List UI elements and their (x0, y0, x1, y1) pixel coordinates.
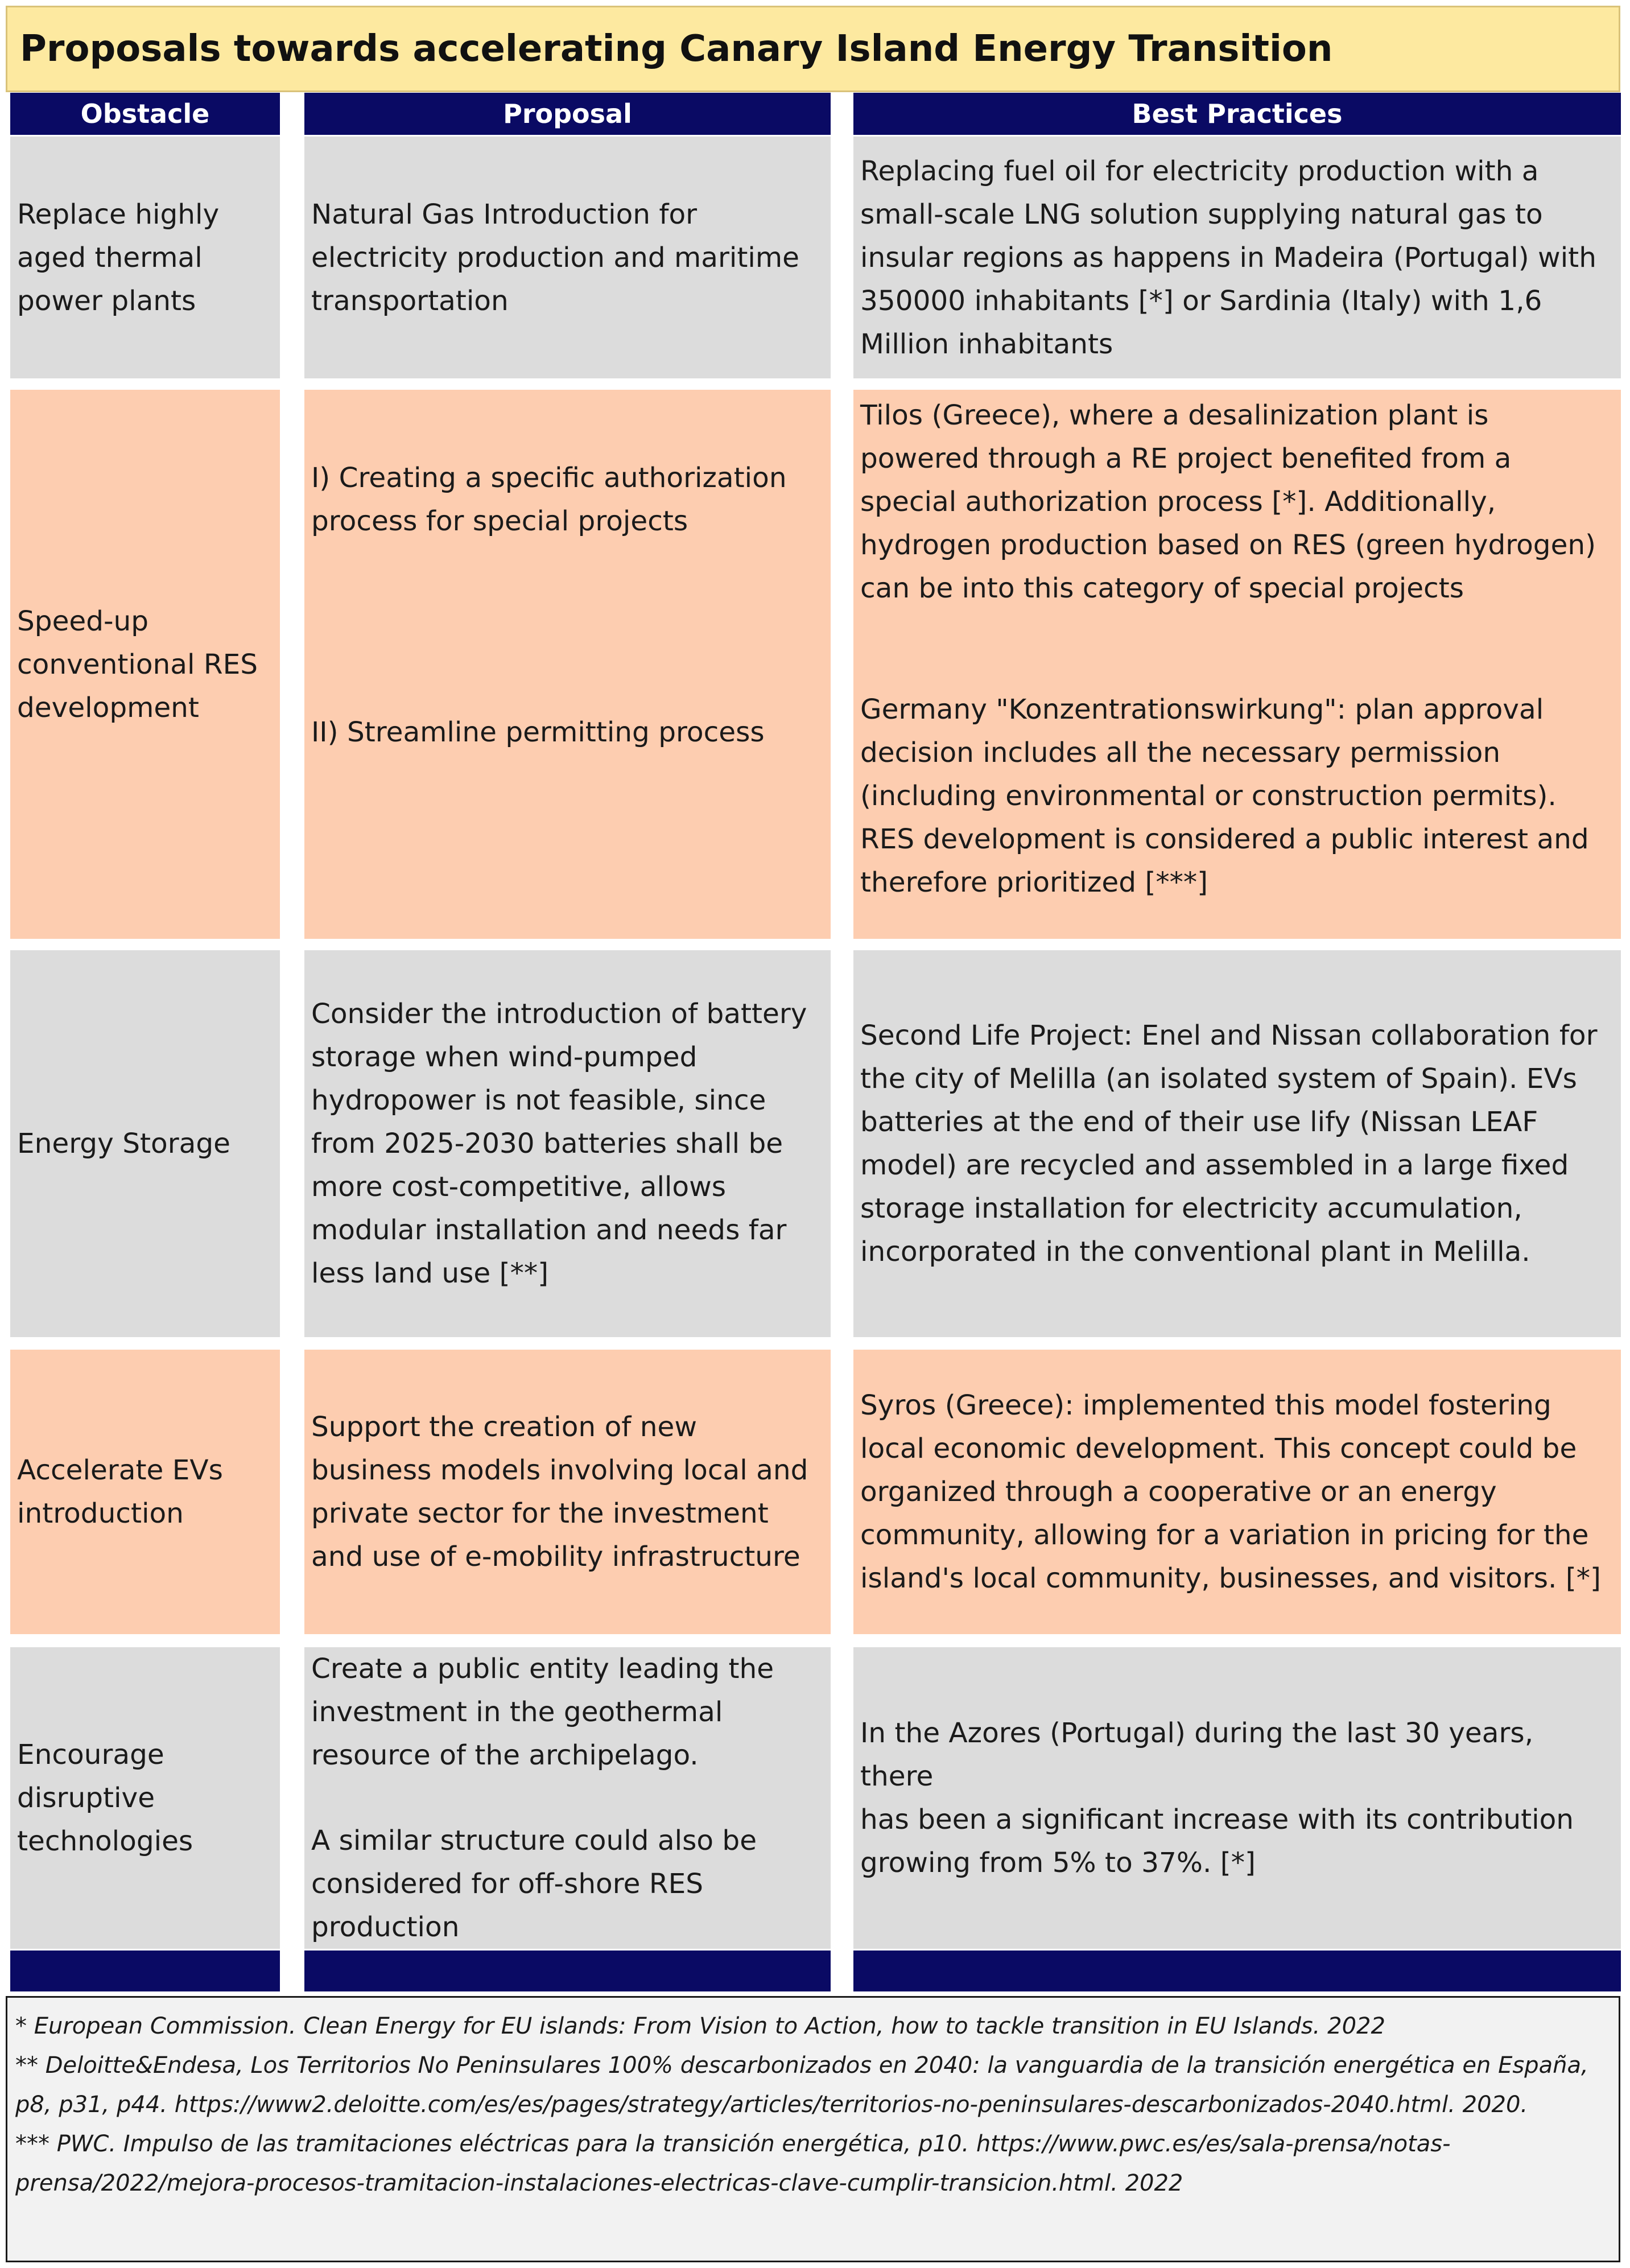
footer-bar-obstacle (10, 1951, 280, 1991)
row-5-proposal (304, 1647, 831, 1949)
row-3-obstacle-text: Energy Storage (17, 1128, 230, 1160)
header-obstacle: Obstacle (10, 93, 280, 135)
header-best-practices: Best Practices (853, 93, 1621, 135)
footnote-3: *** PWC. Impulso de las tramitaciones eléctricas para la transición energética, p10. https://www.pwc.es/es/sala-prensa/notas-prensa/2022/mejora-procesos-tramitacion-instalaciones-electricas-clave-cumplir-transicion.html. 2022 (15, 2131, 1451, 2196)
row-1-obstacle (10, 137, 280, 378)
footnote-2: ** Deloitte&Endesa, Los Territorios No Peninsulares 100% descarbonizados en 2040: la vanguardia de la transición energética en España, p8, p31, p44. https://www2.deloitte.com/es/es/pages/strategy/articles/territorios-no-peninsulares-descarbonizados-2040.html. 2020. (15, 2052, 1588, 2118)
footer-bar-best-practices (853, 1951, 1621, 1991)
row-4-proposal (304, 1350, 831, 1634)
footer-bar-proposal (304, 1951, 831, 1991)
row-2-best-practice (853, 390, 1621, 939)
row-4-obstacle (10, 1350, 280, 1634)
row-5-proposal-1-text: Create a public entity leading the investment in the geothermal resource of the archipelago. (311, 1653, 774, 1771)
row-5-obstacle-text: Encourage disruptive technologies (17, 1739, 193, 1857)
row-2-obstacle-text: Speed-up conventional RES development (17, 605, 258, 724)
row-4-best-practice-text: Syros (Greece): implemented this model fostering local economic development. This concept could be organized through a cooperative or an energy community, allowing for a variation in pricing for the island's local community, businesses, and visitors. [*] (860, 1389, 1601, 1594)
row-3-best-practice-text: Second Life Project: Enel and Nissan collaboration for the city of Melilla (an isolated system of Spain). EVs batteries at the end of their use lify (Nissan LEAF model) are recycled and assembled in a large fixed storage installation for electricity accumulation, incorporated in the conventional plant in Melilla. (860, 1020, 1598, 1268)
header-proposal: Proposal (304, 93, 831, 135)
row-1-best-practice-text: Replacing fuel oil for electricity production with a small-scale LNG solution supplying natural gas to insular regions as happens in Madeira (Portugal) with 350000 inhabitants [*] or Sardinia (Italy) with 1,6 Million inhabitants (860, 155, 1596, 360)
row-5-best-practice-text: In the Azores (Portugal) during the last 30 years, there has been a significant increase with its contribution growing from 5% to 37%. [*] (860, 1717, 1574, 1879)
row-2-best-practice-2-text: Germany "Konzentrationswirkung": plan approval decision includes all the necessary permission (including environmental or construction permits). RES development is considered a public interest and therefore prioritized [***] (860, 694, 1589, 898)
row-4-best-practice (853, 1350, 1621, 1634)
row-1-obstacle-text: Replace highly aged thermal power plants (17, 198, 220, 317)
row-3-proposal-text: Consider the introduction of battery storage when wind-pumped hydropower is not feasible, since from 2025-2030 batteries shall be more cost-competitive, allows modular installation and needs far less land use [**] (311, 998, 807, 1289)
row-5-best-practice (853, 1647, 1621, 1949)
row-3-best-practice (853, 950, 1621, 1337)
row-3-obstacle (10, 950, 280, 1337)
row-3-proposal (304, 950, 831, 1337)
row-1-proposal-text: Natural Gas Introduction for electricity production and maritime transportation (311, 198, 799, 317)
page-title: Proposals towards accelerating Canary Island Energy Transition (6, 6, 1620, 92)
row-2-best-practice-1-text: Tilos (Greece), where a desalinization plant is powered through a RE project benefited from a special authorization process [*]. Additionally, hydrogen production based on RES (green hydrogen) can be into this category of special projects (860, 399, 1596, 604)
row-5-proposal-2-text: A similar structure could also be considered for off-shore RES production (311, 1825, 757, 1943)
row-5-obstacle (10, 1647, 280, 1949)
row-4-obstacle-text: Accelerate EVs introduction (17, 1454, 223, 1529)
row-1-proposal (304, 137, 831, 378)
row-4-proposal-text: Support the creation of new business models involving local and private sector for the investment and use of e-mobility infrastructure (311, 1411, 808, 1573)
row-2-obstacle (10, 390, 280, 939)
row-1-best-practice (853, 137, 1621, 378)
row-2-proposal (304, 390, 831, 939)
footnote-1: * European Commission. Clean Energy for EU islands: From Vision to Action, how to tackle transition in EU Islands. 2022 (15, 2013, 1385, 2039)
row-2-proposal-2-text: II) Streamline permitting process (311, 716, 765, 748)
footnotes (6, 1996, 1620, 2262)
row-2-proposal-1-text: I) Creating a specific authorization process for special projects (311, 462, 787, 537)
